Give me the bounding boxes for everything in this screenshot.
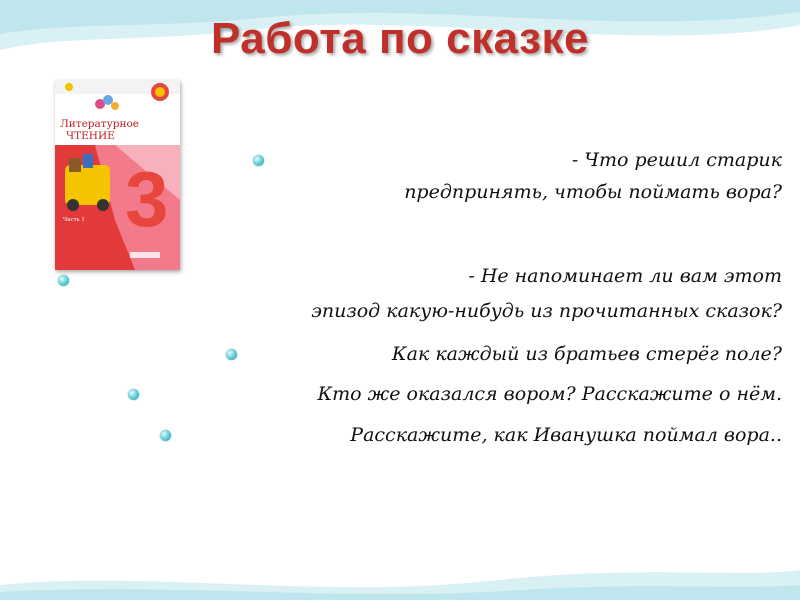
- slide-title: Работа по сказке: [211, 14, 589, 63]
- question-5: Расскажите, как Иванушка поймал вора..: [350, 424, 782, 446]
- bullet-icon: [58, 275, 69, 286]
- question-2-line-1: - Не напоминает ли вам этот: [468, 265, 782, 287]
- bullet-icon: [253, 155, 264, 166]
- book-name-text: ЧТЕНИЕ: [66, 130, 115, 142]
- book-cover-image: [55, 80, 180, 270]
- question-4: Кто же оказался вором? Расскажите о нём.: [317, 383, 782, 405]
- bullet-icon: [226, 349, 237, 360]
- question-3: Как каждый из братьев стерёг поле?: [391, 343, 782, 365]
- question-1-line-2: предпринять, чтобы поймать вора?: [404, 181, 782, 203]
- book-part-text: Часть 1: [63, 217, 85, 223]
- question-2-line-2: эпизод какую-нибудь из прочитанных сказок?: [311, 300, 782, 322]
- bullet-icon: [128, 389, 139, 400]
- bullet-icon: [160, 430, 171, 441]
- book-series-text: Литературное: [60, 118, 140, 130]
- bottom-wave-decoration: [0, 530, 800, 600]
- question-1-line-1: - Что решил старик: [571, 149, 782, 171]
- book-grade-number: 3: [125, 155, 169, 243]
